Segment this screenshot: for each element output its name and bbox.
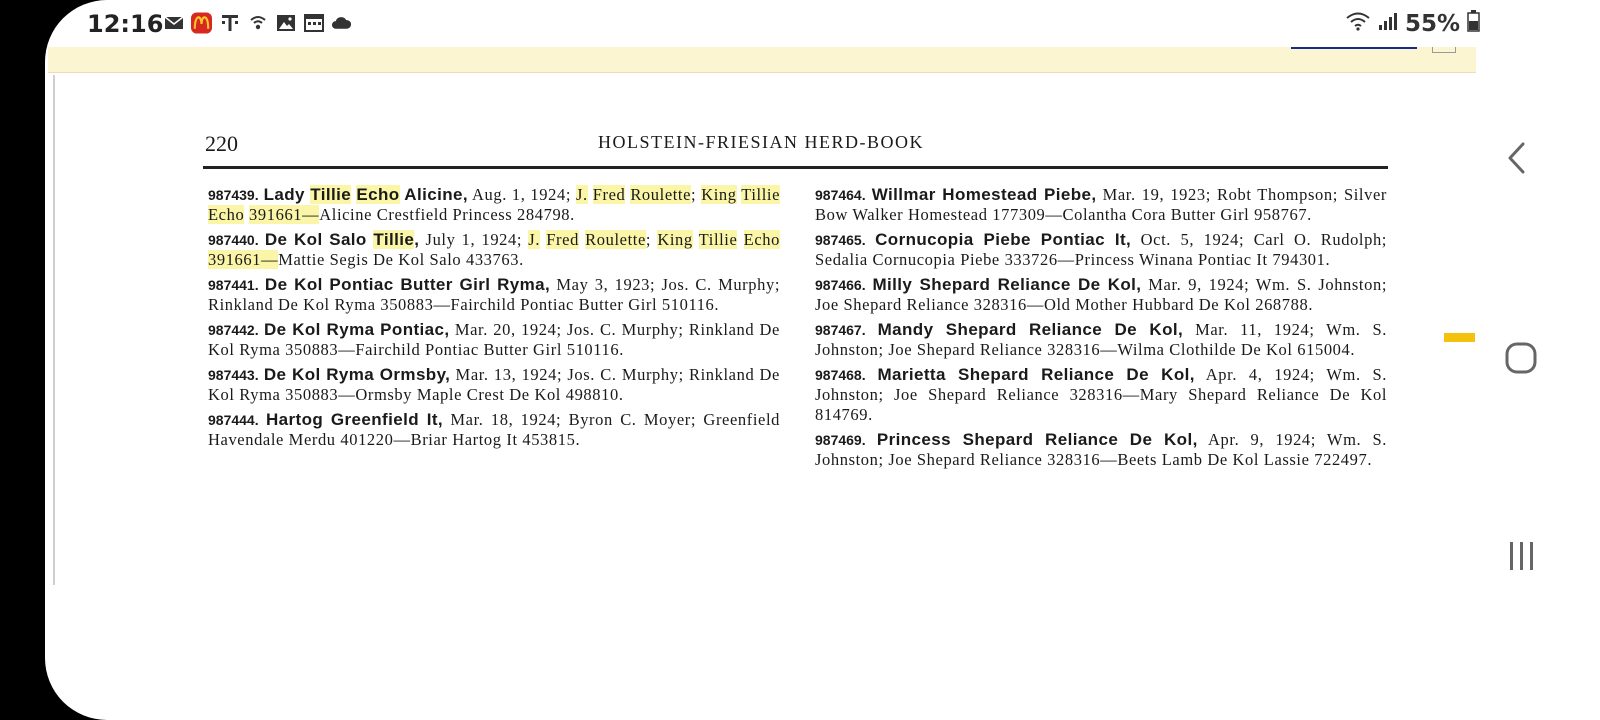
header-rule [203, 166, 1388, 169]
entry-number: 987466. [815, 277, 866, 293]
entry-details: Mar. 19, 1923; Robt Thompson; Silver Bow Walker Homestead 177309—Colantha Cora Butter Girl 958767. [815, 185, 1387, 224]
entry-name: De Kol Salo Tillie, [264, 230, 420, 249]
calendar-icon [303, 12, 324, 33]
herd-entry [208, 410, 780, 450]
herd-entry [208, 320, 780, 360]
recents-button[interactable] [1501, 538, 1541, 578]
signal-icon [1378, 11, 1398, 36]
vpn-icon [247, 12, 268, 33]
mail-icon [163, 12, 184, 33]
notice-banner [48, 47, 1476, 73]
entry-number: 987464. [815, 187, 866, 203]
search-highlight: Tillie [373, 230, 415, 249]
entry-number: 987440. [208, 232, 259, 248]
herd-entry [815, 320, 1387, 360]
entry-name: Princess Shepard Reliance De Kol, [876, 430, 1198, 449]
status-bar [45, 0, 1600, 48]
search-highlight: Tillie [741, 185, 781, 204]
page-number: 220 [205, 131, 238, 156]
cloud-icon [331, 12, 352, 33]
entry-number: 987469. [815, 432, 866, 448]
entry-details: Mar. 18, 1924; Byron C. Moyer; Greenfield Havendale Merdu 401220—Briar Hartog It 453815. [208, 410, 780, 449]
search-highlight: 391661— [208, 250, 279, 269]
banner-checkbox[interactable] [1432, 47, 1456, 53]
search-highlight: Fred [592, 185, 626, 204]
running-head: HOLSTEIN-FRIESIAN HERD-BOOK [598, 132, 924, 152]
right-column [815, 185, 1387, 475]
entry-number: 987441. [208, 277, 259, 293]
herd-entry [815, 185, 1387, 225]
t-mobile-icon [219, 12, 240, 33]
search-highlight: King [701, 185, 737, 204]
entry-name: Marietta Shepard Reliance De Kol, [877, 365, 1195, 384]
entry-number: 987468. [815, 367, 866, 383]
mcdonalds-icon [191, 12, 212, 33]
search-highlight: Tillie [310, 185, 352, 204]
wifi-icon [1345, 11, 1371, 36]
herd-entry [815, 365, 1387, 425]
herd-entry [208, 230, 780, 270]
page-edge [53, 75, 55, 585]
document-viewer[interactable] [48, 47, 1476, 587]
entry-details: Aug. 1, 1924; J. Fred Roulette; King Tillie Echo 391661—Alicine Crestfield Princess 284798. [208, 185, 781, 224]
entry-details: Apr. 9, 1924; Wm. S. Johnston; Joe Shepard Reliance 328316—Beets Lamb De Kol Lassie 722497. [815, 430, 1387, 469]
search-result-marker[interactable] [1444, 333, 1475, 342]
left-column [208, 185, 780, 455]
gallery-icon [275, 12, 296, 33]
system-status [1345, 10, 1480, 37]
entry-name: De Kol Pontiac Butter Girl Ryma, [264, 275, 551, 294]
entry-details: Mar. 11, 1924; Wm. S. Johnston; Joe Shepard Reliance 328316—Wilma Clothilde De Kol 615004. [815, 320, 1387, 359]
search-highlight: Tillie [698, 230, 738, 249]
search-highlight: 391661— [249, 205, 320, 224]
back-button[interactable] [1496, 140, 1536, 180]
status-time: 12:16 [87, 10, 164, 38]
entry-name: Mandy Shepard Reliance De Kol, [877, 320, 1184, 339]
entry-name: Lady Tillie Echo Alicine, [263, 185, 468, 204]
home-button[interactable] [1501, 340, 1541, 380]
herd-entry [815, 275, 1387, 315]
search-highlight: J. [575, 185, 588, 204]
search-highlight: J. [528, 230, 541, 249]
search-highlight: Fred [546, 230, 579, 249]
recents-icon [1505, 540, 1537, 577]
entry-number: 987444. [208, 412, 259, 428]
entry-number: 987443. [208, 367, 259, 383]
scanned-page [53, 75, 1448, 585]
entry-number: 987442. [208, 322, 259, 338]
entry-number: 987467. [815, 322, 866, 338]
entry-details: Mar. 9, 1924; Wm. S. Johnston; Joe Shepard Reliance 328316—Old Mother Hubbard De Kol 268788. [815, 275, 1387, 314]
herd-entry [208, 275, 780, 315]
entry-name: Milly Shepard Reliance De Kol, [872, 275, 1142, 294]
entry-details: Oct. 5, 1924; Carl O. Rudolph; Sedalia Cornucopia Piebe 333726—Princess Winana Pontiac It 794301. [815, 230, 1387, 269]
search-highlight: Echo [208, 205, 245, 224]
entry-details: Apr. 4, 1924; Wm. S. Johnston; Joe Shepard Reliance 328316—Mary Shepard Reliance De Kol 814769. [815, 365, 1388, 424]
search-highlight: Echo [743, 230, 780, 249]
herd-entry [208, 365, 780, 405]
phone-screen [45, 0, 1600, 720]
entry-name: Hartog Greenfield It, [265, 410, 444, 429]
search-highlight: Echo [356, 185, 400, 204]
search-highlight: Roulette [585, 230, 646, 249]
herd-entry [815, 230, 1387, 270]
entry-number: 987439. [208, 187, 259, 203]
back-icon [1505, 141, 1527, 180]
herd-entry [815, 430, 1387, 470]
entry-details: July 1, 1924; J. Fred Roulette; King Tillie Echo 391661—Mattie Segis De Kol Salo 433763. [208, 230, 780, 269]
entry-number: 987465. [815, 232, 866, 248]
entry-name: De Kol Ryma Ormsby, [263, 365, 451, 384]
notification-icons [163, 12, 352, 33]
entry-details: May 3, 1923; Jos. C. Murphy; Rinkland De Kol Ryma 350883—Fairchild Pontiac Butter Girl 510116. [208, 275, 781, 314]
entry-details: Mar. 20, 1924; Jos. C. Murphy; Rinkland De Kol Ryma 350883—Fairchild Pontiac Butter Girl 510116. [208, 320, 780, 359]
home-icon [1504, 341, 1538, 380]
entry-name: Willmar Homestead Piebe, [871, 185, 1097, 204]
search-highlight: King [657, 230, 693, 249]
search-highlight: Roulette [630, 185, 692, 204]
battery-percent: 55% [1404, 10, 1460, 37]
entry-name: Cornucopia Piebe Pontiac It, [875, 230, 1132, 249]
entry-name: De Kol Ryma Pontiac, [263, 320, 450, 339]
entry-details: Mar. 13, 1924; Jos. C. Murphy; Rinkland De Kol Ryma 350883—Ormsby Maple Crest De Kol 498810. [208, 365, 780, 404]
banner-link-underline[interactable] [1291, 47, 1417, 49]
battery-icon [1467, 10, 1480, 37]
herd-entry [208, 185, 780, 225]
